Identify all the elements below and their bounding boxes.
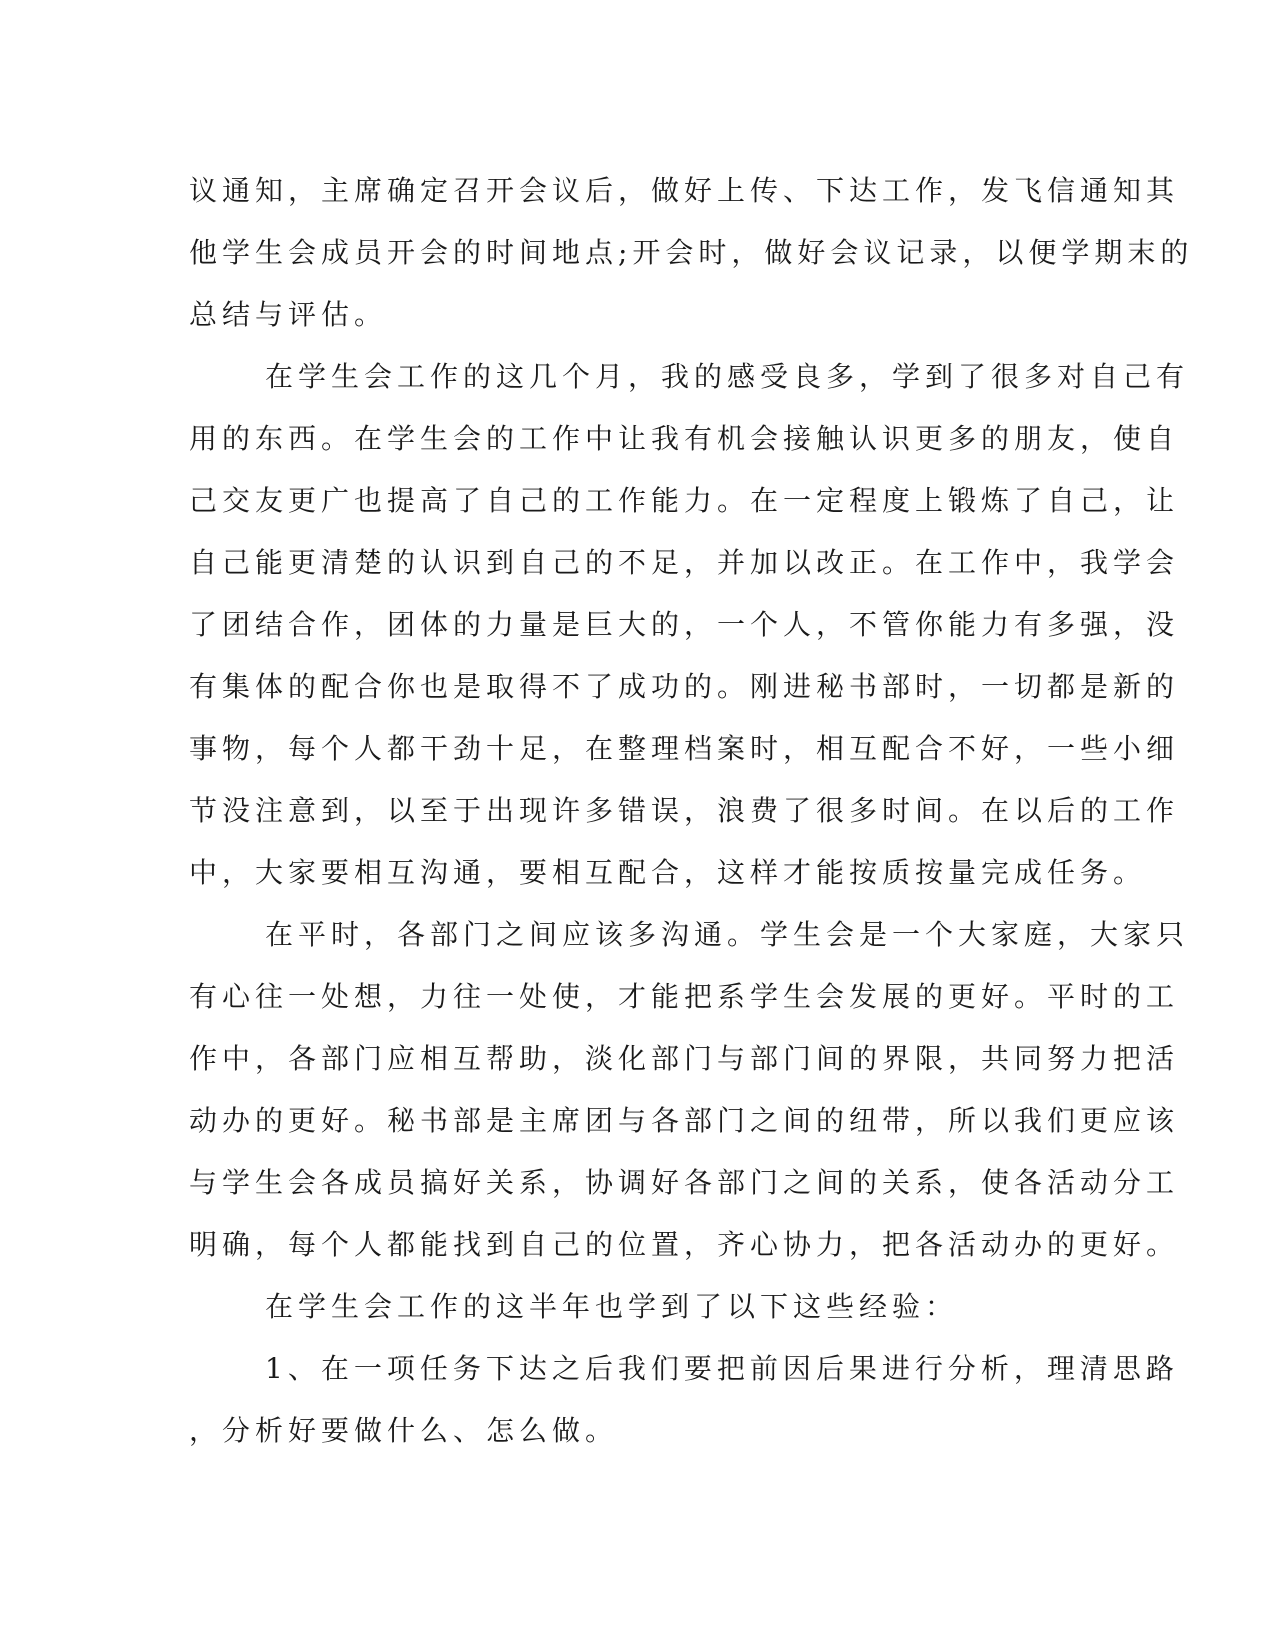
text-line: 自己能更清楚的认识到自己的不足，并加以改正。在工作中，我学会	[189, 546, 1180, 579]
text-line: 与学生会各成员搞好关系，协调好各部门之间的关系，使各活动分工	[189, 1166, 1180, 1199]
text-line: 了团结合作，团体的力量是巨大的，一个人，不管你能力有多强，没	[189, 608, 1180, 641]
text-line: ，分析好要做什么、怎么做。	[189, 1414, 619, 1447]
text-line: 总结与评估。	[189, 298, 388, 331]
body-text	[189, 160, 1194, 1462]
text-line: 事物，每个人都干劲十足，在整理档案时，相互配合不好，一些小细	[189, 732, 1180, 765]
text-line: 议通知，主席确定召开会议后，做好上传、下达工作，发飞信通知其	[189, 174, 1180, 207]
paragraph-start-line: 在学生会工作的这半年也学到了以下这些经验：	[265, 1290, 959, 1323]
paragraph-start-line: 在平时，各部门之间应该多沟通。学生会是一个大家庭，大家只	[265, 918, 1190, 951]
paragraph-start-line: 在学生会工作的这几个月，我的感受良多，学到了很多对自己有	[265, 360, 1190, 393]
text-line: 动办的更好。秘书部是主席团与各部门之间的纽带，所以我们更应该	[189, 1104, 1180, 1137]
text-line: 有心往一处想，力往一处使，才能把系学生会发展的更好。平时的工	[189, 980, 1180, 1013]
text-line: 有集体的配合你也是取得不了成功的。刚进秘书部时，一切都是新的	[189, 670, 1180, 703]
text-line: 作中，各部门应相互帮助，淡化部门与部门间的界限，共同努力把活	[189, 1042, 1180, 1075]
text-line: 节没注意到，以至于出现许多错误，浪费了很多时间。在以后的工作	[189, 794, 1180, 827]
text-line: 己交友更广也提高了自己的工作能力。在一定程度上锻炼了自己，让	[189, 484, 1180, 517]
text-line: 他学生会成员开会的时间地点;开会时，做好会议记录，以便学期末的	[189, 236, 1194, 269]
text-line: 明确，每个人都能找到自己的位置，齐心协力，把各活动办的更好。	[189, 1228, 1180, 1261]
text-line: 中，大家要相互沟通，要相互配合，这样才能按质按量完成任务。	[189, 856, 1147, 889]
list-item-line: 1、在一项任务下达之后我们要把前因后果进行分析，理清思路	[265, 1352, 1179, 1385]
text-line: 用的东西。在学生会的工作中让我有机会接触认识更多的朋友，使自	[189, 422, 1180, 455]
